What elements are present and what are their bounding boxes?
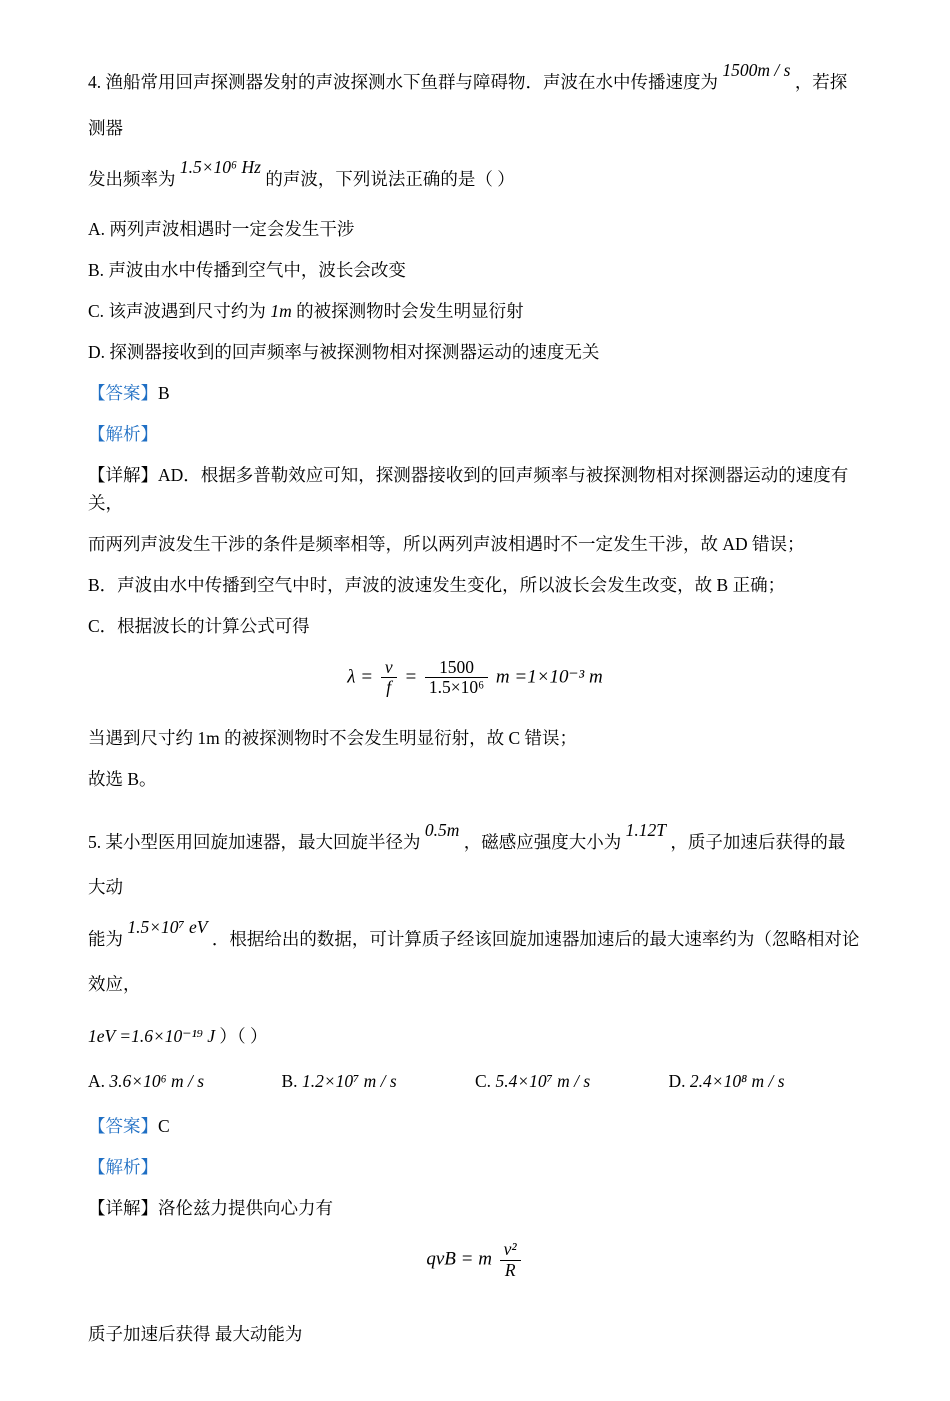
q5-option-a-label: A. <box>88 1071 106 1092</box>
q5-option-b <box>282 1071 476 1092</box>
q4-stem-text-3: 发出频率为 <box>88 169 176 189</box>
q4-stem-text-1: 渔船常用回声探测器发射的声波探测水下鱼群与障碍物．声波在水中传播速度为 <box>105 72 718 92</box>
q5-analysis-line <box>88 1153 862 1181</box>
q5-stem-line-1 <box>88 820 862 911</box>
q5-number: 5. <box>88 831 102 852</box>
q5-option-a-math: 3.6×10⁶ m / s <box>109 1071 205 1092</box>
q4-option-d <box>88 338 862 366</box>
q4-closing-line-1: 当遇到尺寸约 1m 的被探测物时不会发生明显衍射，故 C 错误； <box>88 727 578 748</box>
q4-option-b-text: 声波由水中传播到空气中，波长会改变 <box>108 259 406 280</box>
q4-answer-tag: 【答案】 <box>88 382 158 403</box>
q4-wavelength-formula <box>88 658 862 698</box>
q4-stem-line-2 <box>88 157 862 203</box>
q5-formula-frac-num: v² <box>500 1240 521 1261</box>
q4-option-d-text: 探测器接收到的回声频率与被探测物相对探测器运动的速度无关 <box>109 341 600 362</box>
q5-formula-frac-den: R <box>504 1259 516 1280</box>
q5-stem-text-4: 能为 <box>88 928 123 949</box>
q4-formula-frac-2-num: 1500 <box>425 658 488 679</box>
q5-stem-text-1: 某小型医用回旋加速器，最大回旋半径为 <box>105 831 421 852</box>
q5-energy-math: 1.5×10⁷ eV <box>127 916 208 937</box>
q4-detail-line-1: 【详解】AD．根据多普勒效应可知，探测器接收到的回声频率与被探测物相对探测器运动的速度有关， <box>88 464 849 513</box>
q4-speed-math: 1500m / s <box>722 60 791 80</box>
q4-detail-line-3: B．声波由水中传播到空气中时，声波的波速发生变化，所以波长会发生改变，故 B 正确； <box>88 574 786 595</box>
q4-detail-line-2: 而两列声波发生干涉的条件是频率相等，所以两列声波相遇时不一定发生干涉，故 AD 错误； <box>88 533 805 554</box>
q5-analysis-tag: 【解析】 <box>88 1157 158 1178</box>
q5-radius-math: 0.5m <box>424 819 460 840</box>
q4-answer-line <box>88 379 862 407</box>
q5-option-d-label: D. <box>668 1071 686 1092</box>
q5-stem-line-2 <box>88 917 862 1008</box>
q5-formula-frac <box>500 1240 521 1280</box>
q4-stem-line-1 <box>88 60 862 151</box>
q4-stem-text-4: 的声波，下列说法正确的是（ ） <box>265 169 515 189</box>
q4-number: 4. <box>88 72 102 92</box>
q4-detail-line-4: C．根据波长的计算公式可得 <box>88 615 310 636</box>
q5-option-b-label: B. <box>281 1071 298 1092</box>
q5-stem-text-3: ，质子加速后获得的最大动 <box>88 831 846 898</box>
q5-stem-text-2: ，磁感应强度大小为 <box>463 831 622 852</box>
q5-option-d <box>669 1071 863 1092</box>
q4-answer-value: B <box>158 382 170 403</box>
q4-option-c-math: 1m <box>270 300 292 321</box>
q4-option-c-text-2: 的被探测物时会发生明显衍射 <box>296 300 524 321</box>
q4-formula-frac-2 <box>425 658 488 698</box>
q4-option-c <box>88 297 862 325</box>
q4-option-c-label: C. <box>88 300 105 321</box>
q5-stem-text-5: ．根据给出的数据，可计算质子经该回旋加速器加速后的最大速率约为（忽略相对论效应， <box>88 928 860 995</box>
q4-formula-frac-1 <box>381 658 397 698</box>
q5-answer-value: C <box>158 1116 170 1137</box>
q4-formula-equals: = <box>404 665 418 687</box>
q5-field-math: 1.12T <box>625 819 666 840</box>
q5-option-b-math: 1.2×10⁷ m / s <box>301 1071 397 1092</box>
q5-option-d-math: 2.4×10⁸ m / s <box>689 1071 785 1092</box>
q4-frequency-math: 1.5×10⁶ Hz <box>179 157 261 177</box>
q5-option-a <box>88 1071 282 1092</box>
q4-option-b <box>88 256 862 284</box>
q4-option-a <box>88 215 862 243</box>
q5-formula-lhs: qvB = m <box>426 1248 492 1270</box>
q5-stem-line-3 <box>88 1014 862 1060</box>
q5-options-row <box>88 1071 862 1092</box>
q4-analysis-line <box>88 420 862 448</box>
q5-option-c <box>475 1071 669 1092</box>
q5-stem-text-6: ）（ ） <box>219 1025 268 1046</box>
q5-lorentz-formula <box>88 1240 862 1280</box>
question-4 <box>88 60 862 793</box>
q4-formula-frac-1-den: f <box>386 677 392 698</box>
q5-answer-line <box>88 1112 862 1140</box>
q5-closing-line: 质子加速后获得 最大动能为 <box>88 1324 303 1345</box>
q4-option-c-text: 该声波遇到尺寸约为 <box>108 300 266 321</box>
q4-option-a-text: 两列声波相遇时一定会发生干涉 <box>109 218 355 239</box>
q4-option-d-label: D. <box>88 341 106 362</box>
q5-option-c-math: 5.4×10⁷ m / s <box>495 1071 591 1092</box>
q5-answer-tag: 【答案】 <box>88 1116 158 1137</box>
q5-detail-line: 【详解】洛伦兹力提供向心力有 <box>88 1198 333 1219</box>
q4-analysis-tag: 【解析】 <box>88 423 158 444</box>
q4-option-a-label: A. <box>88 218 106 239</box>
q4-option-b-label: B. <box>88 259 105 280</box>
q4-formula-lhs: λ = <box>347 665 374 687</box>
question-5 <box>88 820 862 1349</box>
q5-ev-math: 1eV =1.6×10⁻¹⁹ J <box>88 1025 215 1046</box>
q5-option-c-label: C. <box>475 1071 492 1092</box>
q4-formula-frac-2-den: 1.5×10⁶ <box>428 677 485 698</box>
q4-stem-text-2: ，若探测器 <box>88 72 848 138</box>
q4-formula-frac-1-num: v <box>381 658 397 679</box>
q4-formula-result: =1×10⁻³ m <box>514 665 603 687</box>
q4-formula-unit: m <box>495 665 510 687</box>
q4-closing-line-2: 故选 B。 <box>88 768 157 789</box>
